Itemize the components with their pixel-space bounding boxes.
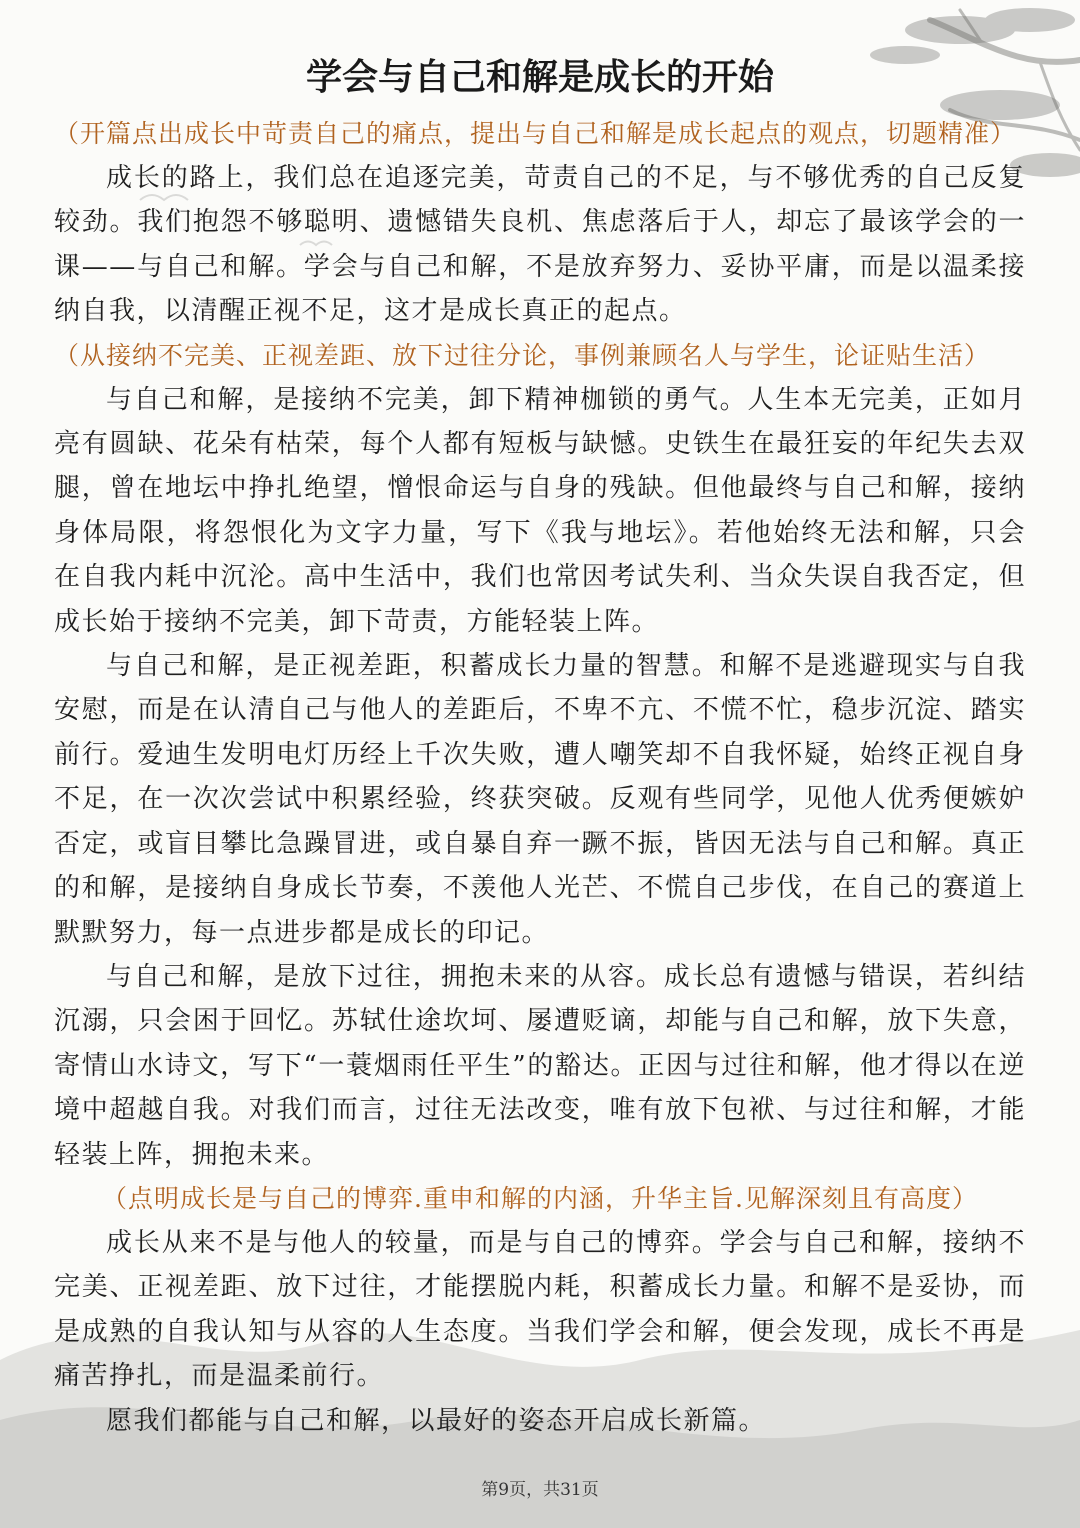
paragraph: 愿我们都能与自己和解，以最好的姿态开启成长新篇。: [106, 1405, 767, 1436]
paragraph: 与自己和解，是放下过往，拥抱未来的从容。成长总有遗憾与错误，若纠结沉溺，只会困于回忆。苏轼仕途坎坷、屡遭贬谪，却能与自己和解，放下失意，寄情山水诗文，写下“一蓑烟雨任平生”的豁达。正因与过往和解，他才得以在逆境中超越自我。对我们而言，过往无法改变，唯有放下包袱、与过往和解，才能轻装上阵，拥抱未来。: [54, 961, 1026, 1170]
paragraph: 成长的路上，我们总在追逐完美，苛责自己的不足，与不够优秀的自己反复较劲。我们抱怨不够聪明、遗憾错失良机、焦虑落后于人，却忘了最该学会的一课——与自己和解。学会与自己和解，不是放弃努力、妥协平庸，而是以温柔接纳自我，以清醒正视不足，这才是成长真正的起点。: [54, 163, 1026, 327]
page-number: 第9页，共31页: [481, 1480, 599, 1500]
paragraph: 与自己和解，是正视差距，积蓄成长力量的智慧。和解不是逃避现实与自我安慰，而是在认清自己与他人的差距后，不卑不亢、不慌不忙，稳步沉淀、踏实前行。爱迪生发明电灯历经上千次失败，遭人嘲笑却不自我怀疑，始终正视自身不足，在一次次尝试中积累经验，终获突破。反观有些同学，见他人优秀便嫉妒否定，或盲目攀比急躁冒进，或自暴自弃一蹶不振，皆因无法与自己和解。真正的和解，是接纳自身成长节奏，不羡他人光芒、不慌自己步伐，在自己的赛道上默默努力，每一点进步都是成长的印记。: [54, 651, 1026, 948]
annotation-note: （开篇点出成长中苛责自己的痛点，提出与自己和解是成长起点的观点，切题精准）: [54, 119, 1017, 148]
annotation-note: （点明成长是与自己的博弈.重申和解的内涵，升华主旨.见解深刻且有高度）: [102, 1183, 978, 1213]
essay-title: 学会与自己和解是成长的开始: [305, 57, 774, 98]
paragraph: 成长从来不是与他人的较量，而是与自己的博弈。学会与自己和解，接纳不完美、正视差距、放下过往，才能摆脱内耗，积蓄成长力量。和解不是妥协，而是成熟的自我认知与从容的人生态度。当我们学会和解，便会发现，成长不再是痛苦挣扎，而是温柔前行。: [54, 1227, 1026, 1392]
essay-body: [54, 112, 1026, 1443]
paragraph: 与自己和解，是接纳不完美，卸下精神枷锁的勇气。人生本无完美，正如月亮有圆缺、花朵有枯荣，每个人都有短板与缺憾。史铁生在最狂妄的年纪失去双腿，曾在地坛中挣扎绝望，憎恨命运与自身的残缺。但他最终与自己和解，接纳身体局限，将怨恨化为文字力量，写下《我与地坛》。若他始终无法和解，只会在自我内耗中沉沦。高中生活中，我们也常因考试失利、当众失误自我否定，但成长始于接纳不完美，卸下苛责，方能轻装上阵。: [54, 384, 1026, 637]
annotation-note: （从接纳不完美、正视差距、放下过往分论，事例兼顾名人与学生，论证贴生活）: [54, 340, 991, 370]
